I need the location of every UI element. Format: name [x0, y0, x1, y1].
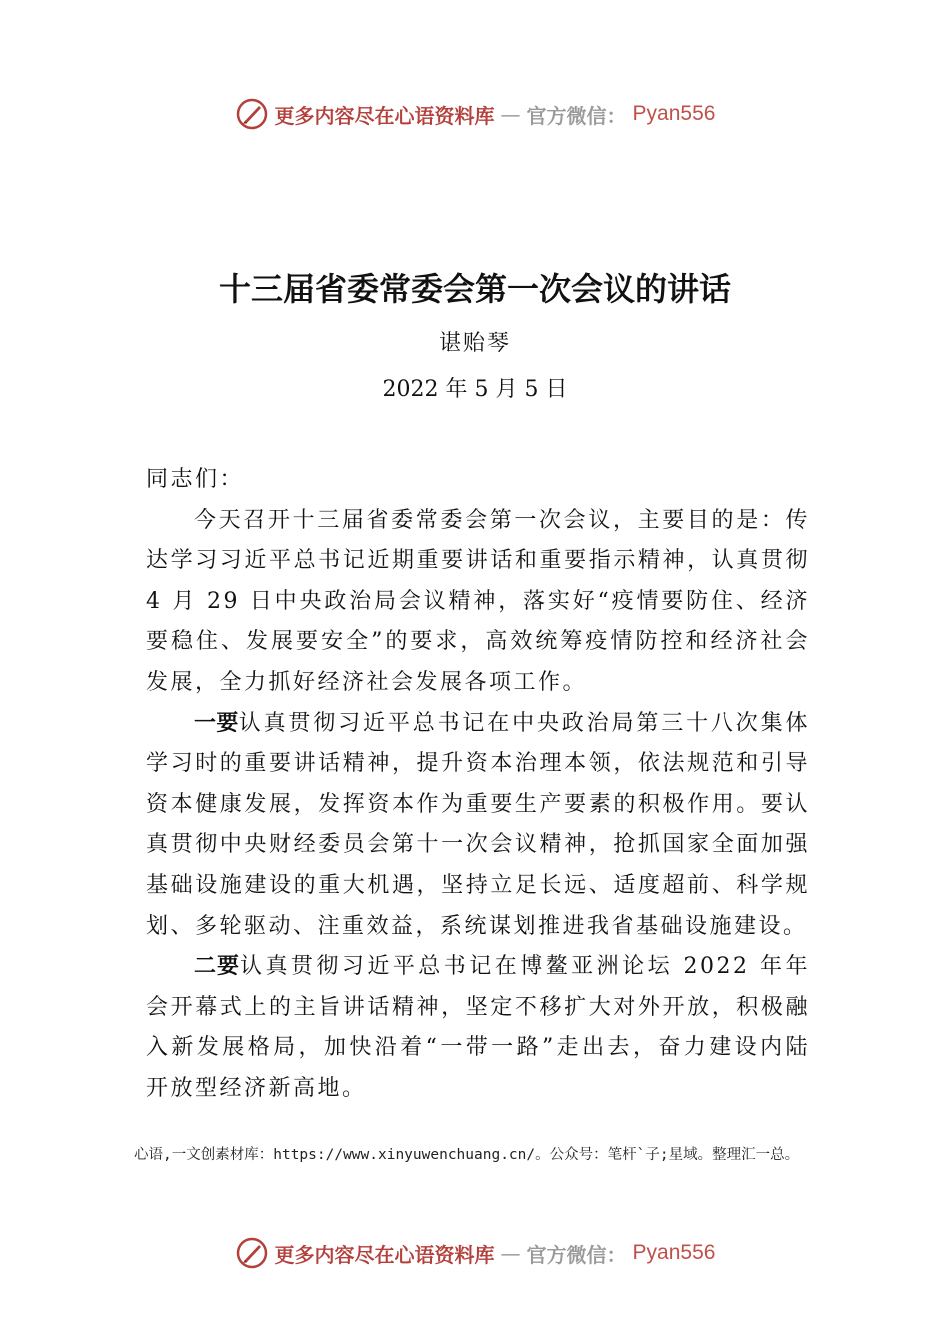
paragraph-point-1	[146, 704, 810, 948]
banner-dash: —	[500, 102, 521, 126]
wechat-id: Pyan556	[632, 102, 716, 125]
footer-banner	[0, 1233, 950, 1273]
wechat-label: 官方微信：	[526, 1242, 627, 1267]
source-footnote: 心语,一文创素材库：https://www.xinyuwenchuang.cn/。公众号：笔杆`子;星域。整理汇一总。	[134, 1147, 800, 1163]
wechat-label: 官方微信：	[526, 103, 627, 128]
quill-pen-icon	[235, 1236, 269, 1270]
header-banner	[0, 94, 950, 134]
document-body	[146, 460, 810, 1110]
point-2-text: 认真贯彻习近平总书记在博鳌亚洲论坛 2022 年年会开幕式上的主旨讲话精神，坚定不移扩大对外开放，积极融入新发展格局，加快沿着“一带一路”走出去，奋力建设内陆开放型经济新高地。	[146, 954, 810, 1101]
banner-dash: —	[500, 1241, 521, 1265]
document-date: 2022 年 5 月 5 日	[382, 377, 568, 402]
brand-text: 更多内容尽在心语资料库	[274, 1242, 495, 1267]
paragraph-point-2	[146, 947, 810, 1109]
point-1-text: 认真贯彻习近平总书记在中央政治局第三十八次集体学习时的重要讲话精神，提升资本治理本领，依法规范和引导资本健康发展，发挥资本作为重要生产要素的积极作用。要认真贯彻中央财经委员会第十一次会议精神，抢抓国家全面加强基础设施建设的重大机遇，坚持立足长远、适度超前、科学规划、多轮驱动、注重效益，系统谋划推进我省基础设施建设。	[146, 710, 810, 939]
wechat-id: Pyan556	[632, 1241, 716, 1264]
paragraph-intro: 今天召开十三届省委常委会第一次会议，主要目的是：传达学习习近平总书记近期重要讲话和重要指示精神，认真贯彻 4 月 29 日中央政治局会议精神，落实好“疫情要防住、经济要稳住、发展要安全”的要求，高效统筹疫情防控和经济社会发展，全力抓好经济社会发展各项工作。	[146, 507, 810, 695]
brand-text: 更多内容尽在心语资料库	[274, 103, 495, 128]
document-author: 谌贻琴	[438, 331, 511, 356]
salutation: 同志们：	[146, 467, 245, 492]
document-title: 十三届省委常委会第一次会议的讲话	[218, 270, 731, 308]
point-2-lead: 二要	[194, 954, 240, 980]
quill-pen-icon	[235, 97, 269, 131]
point-1-lead: 一要	[194, 710, 239, 736]
